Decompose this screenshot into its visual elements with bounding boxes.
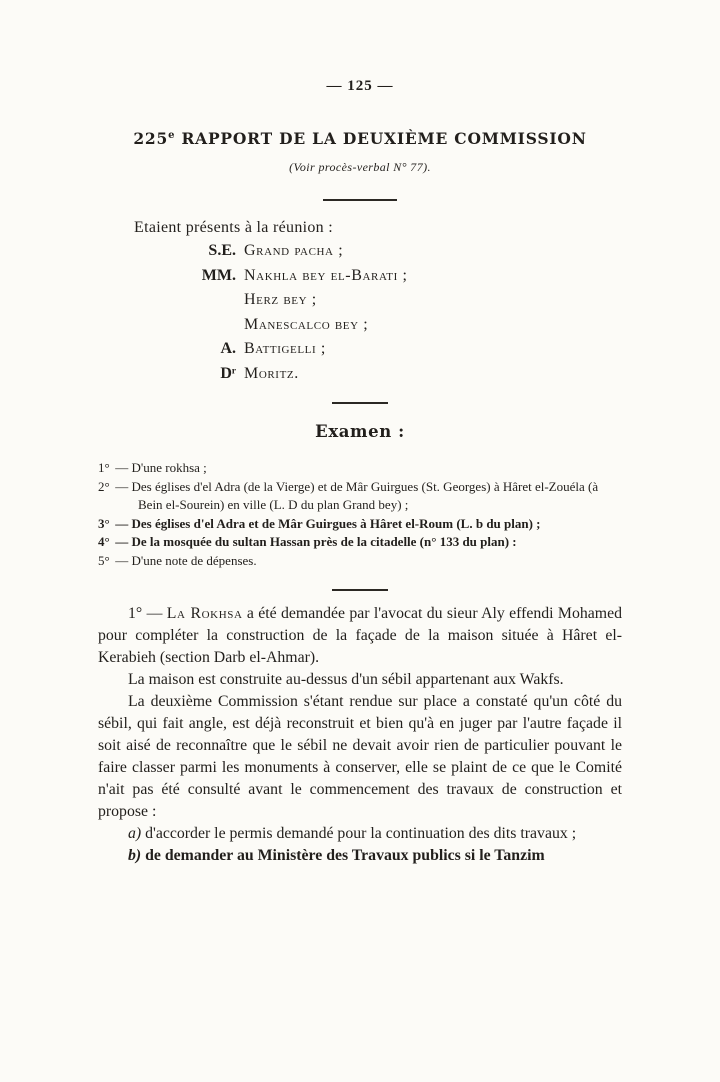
examen-item-text: — D'une rokhsa ; [115,460,207,475]
examen-item-text: — De la mosquée du sultan Hassan près de la citadelle (n° 133 du plan) : [115,534,517,550]
attendee-name: Grand pacha ; [244,242,344,259]
paragraph-lead: a) [128,824,142,842]
attendee-prefix [190,288,236,313]
report-title-text: RAPPORT DE LA DEUXIÈME COMMISSION [175,129,587,148]
examen-item [98,533,622,552]
attendee-prefix: Dʳ [220,364,236,382]
attendee-prefix: S.E. [208,242,236,259]
report-subtitle: (Voir procès-verbal N° 77). [289,160,431,174]
report-title-number: 225 [133,129,169,148]
attendee-name: Nakhla bey el-Barati ; [244,266,408,284]
attendee-row [190,239,622,264]
paragraph-text: de demander au Ministère des Travaux publics si le Tanzim [141,846,545,864]
examen-item-text: — Des églises d'el Adra (de la Vierge) et de Mâr Guirgues (St. Georges) à Hâret el-Zouéla (à Bein el-Sourein) en ville (L. D du plan Grand bey) ; [115,478,599,513]
body-paragraph: La deuxième Commission s'étant rendue sur place a constaté qu'un côté du sébil, qui fait angle, est déjà reconstruit et bien qu'à en juger par l'autre façade il soit aisé de reconnaître que le sébil ne devait avoir rien de particulier pouvant le faire classer parmi les monuments à conserver, elle se plaint de ce que le Comité n'ait pas été consulté avant le commencement des travaux de construction et propose : [98,692,622,820]
page-content [98,0,622,867]
attendee-name: Moritz. [244,364,299,382]
examen-item [98,552,622,571]
attendee-row [190,288,622,313]
attendee-prefix [190,313,236,338]
attendee-row [190,264,622,289]
page-number: — 125 — [326,78,394,94]
paragraph-lead: b) [128,846,142,864]
attendee-name: Manescalco bey ; [244,315,369,333]
attendee-row [190,362,622,387]
divider [323,199,397,201]
attendee-row [190,313,622,338]
report-title [98,129,622,148]
examen-item [98,478,622,515]
body-paragraph [98,603,622,669]
examen-item-number: 5° [98,552,110,568]
examen-item-number: 2° [98,478,110,494]
examen-item-text: — Des églises d'el Adra et de Mâr Guirgues à Hâret el-Roum (L. b du plan) ; [115,515,541,531]
body-paragraph [98,823,622,845]
examen-list [98,459,622,571]
examen-item-number: 1° [98,460,110,475]
attendees-list [190,239,622,386]
body-paragraph [98,845,622,867]
attendee-name: Battigelli ; [244,340,326,357]
examen-item [98,515,622,534]
attendee-row [190,337,622,362]
paragraph-text: a été demandée par l'avocat du sieur Aly effendi Mohamed pour compléter la construction de la façade de la maison située à Hâret el-Kerabieh (section Darb el-Ahmar). [98,604,622,666]
paragraph-lead: 1° — [128,604,167,622]
attendee-name: Herz bey ; [244,291,317,308]
examen-item [98,459,622,478]
divider [332,589,388,591]
divider [332,402,388,404]
attendee-prefix: MM. [201,266,236,284]
examen-heading: Examen : [315,422,405,441]
body-paragraph: La maison est construite au-dessus d'un sébil appartenant aux Wakfs. [128,670,564,688]
paragraph-text: d'accorder le permis demandé pour la continuation des dits travaux ; [141,824,577,842]
paragraph-smallcaps: La Rokhsa [166,604,243,622]
examen-item-number: 4° [98,534,110,550]
body-text [98,603,622,867]
examen-item-text: — D'une note de dépenses. [115,552,257,568]
report-title-ordinal: e [168,129,176,141]
examen-item-number: 3° [98,515,110,531]
attendees-intro: Etaient présents à la réunion : [134,219,334,236]
attendee-prefix: A. [220,340,236,357]
